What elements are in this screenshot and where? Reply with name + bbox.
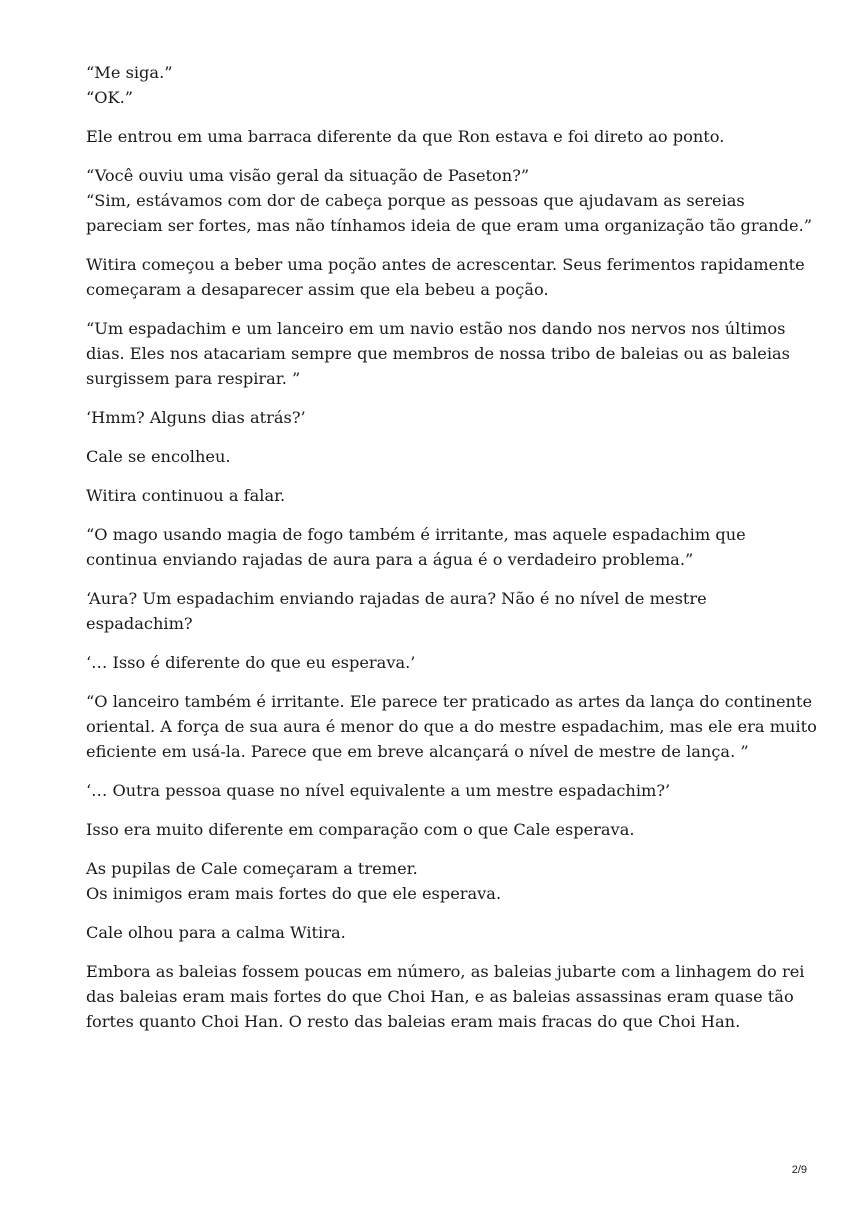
text-line: surgissem para respirar. ” — [86, 369, 301, 388]
paragraph — [86, 817, 786, 842]
paragraph — [86, 405, 786, 430]
text-line: Cale olhou para a calma Witira. — [86, 923, 346, 942]
text-line: ‘Hmm? Alguns dias atrás?’ — [86, 408, 306, 427]
paragraph — [86, 163, 813, 238]
paragraph — [86, 650, 786, 675]
text-line: Witira continuou a falar. — [86, 486, 286, 505]
text-line: ‘… Isso é diferente do que eu esperava.’ — [86, 653, 416, 672]
text-line: Os inimigos eram mais fortes do que ele esperava. — [86, 884, 502, 903]
text-line: Ele entrou em uma barraca diferente da que Ron estava e foi direto ao ponto. — [86, 127, 725, 146]
paragraph — [86, 483, 786, 508]
paragraph — [86, 689, 817, 764]
text-line: dias. Eles nos atacariam sempre que membros de nossa tribo de baleias ou as baleias — [86, 344, 790, 363]
text-line: “Você ouviu uma visão geral da situação de Paseton?” — [86, 166, 530, 185]
paragraph — [86, 856, 786, 906]
text-line: ‘… Outra pessoa quase no nível equivalente a um mestre espadachim?’ — [86, 781, 671, 800]
paragraph — [86, 522, 786, 572]
text-line: eficiente em usá-la. Parece que em breve alcançará o nível de mestre de lança. ” — [86, 742, 749, 761]
text-line: pareciam ser fortes, mas não tínhamos ideia de que eram uma organização tão grande.” — [86, 216, 813, 235]
paragraph — [86, 920, 786, 945]
paragraph — [86, 778, 786, 803]
text-line: “Me siga.” — [86, 63, 173, 82]
text-line: Witira começou a beber uma poção antes de acrescentar. Seus ferimentos rapidamente — [86, 255, 805, 274]
text-line: fortes quanto Choi Han. O resto das baleias eram mais fracas do que Choi Han. — [86, 1012, 741, 1031]
text-line: das baleias eram mais fortes do que Choi Han, e as baleias assassinas eram quase tão — [86, 987, 794, 1006]
paragraph — [86, 959, 805, 1034]
paragraph — [86, 252, 805, 302]
text-line: ‘Aura? Um espadachim enviando rajadas de aura? Não é no nível de mestre — [86, 589, 707, 608]
text-line: “O mago usando magia de fogo também é irritante, mas aquele espadachim que — [86, 525, 746, 544]
text-line: espadachim? — [86, 614, 193, 633]
paragraph — [86, 316, 790, 391]
document-body — [86, 60, 817, 1048]
text-line: “Um espadachim e um lanceiro em um navio estão nos dando nos nervos nos últimos — [86, 319, 786, 338]
text-line: “OK.” — [86, 88, 134, 107]
paragraph — [86, 124, 786, 149]
paragraph — [86, 444, 786, 469]
text-line: “O lanceiro também é irritante. Ele parece ter praticado as artes da lança do continente — [86, 692, 813, 711]
paragraph — [86, 586, 786, 636]
text-line: oriental. A força de sua aura é menor do que a do mestre espadachim, mas ele era muito — [86, 717, 817, 736]
text-line: Cale se encolheu. — [86, 447, 231, 466]
text-line: As pupilas de Cale começaram a tremer. — [86, 859, 418, 878]
text-line: Embora as baleias fossem poucas em número, as baleias jubarte com a linhagem do rei — [86, 962, 805, 981]
text-line: começaram a desaparecer assim que ela bebeu a poção. — [86, 280, 549, 299]
page-number: 2/9 — [791, 1164, 807, 1176]
text-line: continua enviando rajadas de aura para a água é o verdadeiro problema.” — [86, 550, 694, 569]
text-line: “Sim, estávamos com dor de cabeça porque as pessoas que ajudavam as sereias — [86, 191, 745, 210]
paragraph — [86, 60, 786, 110]
text-line: Isso era muito diferente em comparação com o que Cale esperava. — [86, 820, 635, 839]
